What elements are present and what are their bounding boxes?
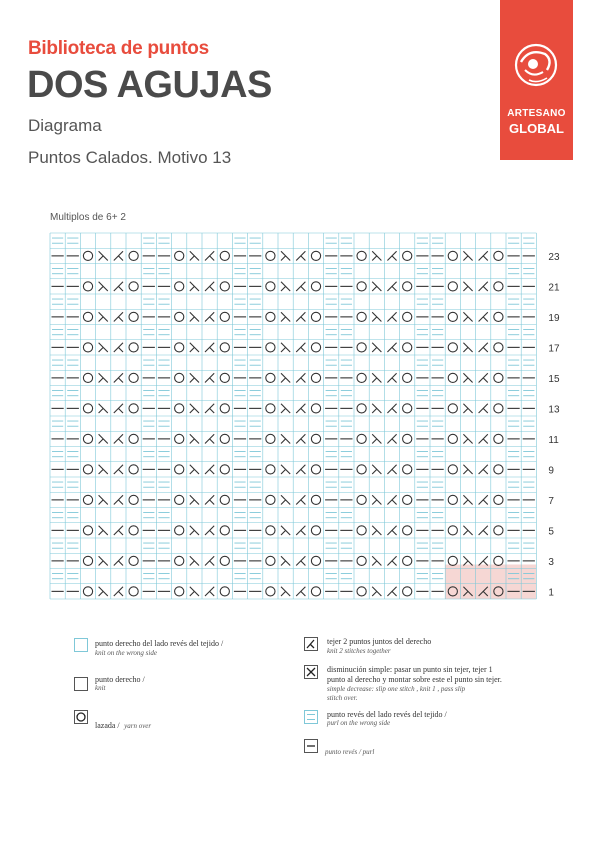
yarn-over-stitch	[403, 312, 412, 321]
yarn-over-stitch	[403, 251, 412, 260]
yarn-over-stitch	[494, 404, 503, 413]
ssk-stitch	[281, 587, 290, 596]
yarn-over-stitch	[129, 434, 138, 443]
yarn-over-stitch	[448, 495, 457, 504]
yarn-over-icon	[74, 710, 88, 724]
yarn-over-stitch	[175, 373, 184, 382]
ssk-stitch	[372, 526, 381, 535]
yarn-over-stitch	[403, 465, 412, 474]
k2tog-stitch	[205, 282, 214, 291]
yarn-over-stitch	[448, 343, 457, 352]
k2tog-stitch	[296, 526, 305, 535]
k2tog-stitch	[387, 312, 396, 321]
yarn-over-stitch	[83, 465, 92, 474]
yarn-over-stitch	[129, 312, 138, 321]
yarn-over-stitch	[311, 312, 320, 321]
yarn-over-stitch	[448, 434, 457, 443]
yarn-over-stitch	[357, 526, 366, 535]
yarn-over-stitch	[129, 251, 138, 260]
ssk-stitch	[99, 587, 108, 596]
k2tog-stitch	[114, 587, 123, 596]
k2tog-stitch	[205, 343, 214, 352]
yarn-over-stitch	[357, 434, 366, 443]
row-number: 13	[548, 404, 560, 416]
legend-main: disminución simple: pasar un punto sin tejer, tejer 1	[327, 665, 493, 674]
ssk-stitch	[190, 404, 199, 413]
ssk-stitch	[99, 556, 108, 565]
k2tog-stitch	[479, 373, 488, 382]
yarn-over-stitch	[357, 343, 366, 352]
yarn-over-stitch	[403, 282, 412, 291]
yarn-over-stitch	[494, 526, 503, 535]
k2tog-stitch	[296, 587, 305, 596]
row-number: 15	[548, 373, 560, 385]
ssk-stitch	[190, 251, 199, 260]
yarn-over-stitch	[311, 373, 320, 382]
legend-sub: purl on the wrong side	[327, 719, 391, 727]
k2tog-stitch	[114, 251, 123, 260]
ssk-stitch	[463, 312, 472, 321]
legend-sub-2: stitch over.	[327, 694, 358, 702]
yarn-over-stitch	[357, 251, 366, 260]
ssk-stitch	[463, 556, 472, 565]
ssk-stitch	[190, 495, 199, 504]
k2tog-stitch	[205, 404, 214, 413]
ssk-stitch	[372, 282, 381, 291]
row-number: 7	[548, 495, 554, 507]
ssk-stitch	[99, 495, 108, 504]
yarn-over-stitch	[494, 465, 503, 474]
yarn-over-stitch	[83, 312, 92, 321]
yarn-over-stitch	[220, 282, 229, 291]
ssk-stitch	[281, 312, 290, 321]
yarn-over-stitch	[403, 404, 412, 413]
yarn-over-stitch	[403, 343, 412, 352]
yarn-over-stitch	[266, 587, 275, 596]
k2tog-stitch	[387, 434, 396, 443]
k2tog-stitch	[114, 465, 123, 474]
yarn-over-stitch	[357, 556, 366, 565]
subtitle-diagram: Diagrama	[28, 116, 102, 135]
k2tog-stitch	[114, 312, 123, 321]
yarn-over-stitch	[83, 434, 92, 443]
yarn-over-stitch	[266, 251, 275, 260]
yarn-over-stitch	[311, 282, 320, 291]
yarn-over-stitch	[403, 587, 412, 596]
k2tog-stitch	[387, 526, 396, 535]
k2tog-stitch	[205, 587, 214, 596]
ssk-stitch	[372, 434, 381, 443]
row-number: 21	[548, 282, 560, 294]
yarn-over-stitch	[494, 282, 503, 291]
yarn-over-stitch	[220, 526, 229, 535]
ssk-stitch	[281, 282, 290, 291]
yarn-over-stitch	[448, 251, 457, 260]
ssk-stitch	[190, 343, 199, 352]
ssk-stitch	[190, 526, 199, 535]
yarn-over-stitch	[129, 343, 138, 352]
ssk-stitch	[463, 465, 472, 474]
k2tog-stitch	[296, 434, 305, 443]
legend-line	[95, 715, 151, 733]
k2tog-stitch	[205, 495, 214, 504]
row-number: 11	[548, 434, 559, 446]
yarn-over-stitch	[175, 404, 184, 413]
yarn-over-stitch	[175, 556, 184, 565]
k2tog-stitch	[296, 495, 305, 504]
k2tog-stitch	[296, 556, 305, 565]
yarn-over-stitch	[311, 556, 320, 565]
ssk-stitch	[372, 343, 381, 352]
row-number: 1	[548, 587, 554, 599]
k2tog-stitch	[114, 526, 123, 535]
purl-icon	[304, 739, 318, 753]
yarn-over-stitch	[494, 373, 503, 382]
ssk-stitch	[190, 465, 199, 474]
yarn-over-stitch	[83, 282, 92, 291]
k2tog-stitch	[114, 434, 123, 443]
ssk-stitch	[99, 404, 108, 413]
yarn-over-stitch	[129, 465, 138, 474]
yarn-over-stitch	[266, 495, 275, 504]
row-number: 19	[548, 312, 560, 324]
yarn-over-stitch	[175, 495, 184, 504]
yarn-over-stitch	[448, 465, 457, 474]
yarn-over-stitch	[83, 251, 92, 260]
k2tog-stitch	[296, 404, 305, 413]
yarn-over-stitch	[311, 251, 320, 260]
ssk-stitch	[99, 251, 108, 260]
k2tog-stitch	[479, 343, 488, 352]
ssk-stitch	[99, 434, 108, 443]
ssk-stitch	[281, 495, 290, 504]
yarn-over-stitch	[83, 556, 92, 565]
subtitle-motif: Puntos Calados. Motivo 13	[28, 148, 232, 167]
ssk-stitch	[372, 373, 381, 382]
k2tog-stitch	[205, 312, 214, 321]
ssk-stitch	[99, 343, 108, 352]
k2tog-stitch	[296, 343, 305, 352]
yarn-over-stitch	[403, 373, 412, 382]
ssk-stitch	[281, 556, 290, 565]
yarn-over-stitch	[175, 434, 184, 443]
yarn-over-stitch	[266, 343, 275, 352]
yarn-over-stitch	[448, 312, 457, 321]
legend-main: punto revés / purl	[325, 748, 375, 756]
k2tog-stitch	[479, 312, 488, 321]
logo-line1: ARTESANO	[507, 108, 566, 119]
yarn-over-stitch	[220, 587, 229, 596]
ssk-stitch	[372, 587, 381, 596]
yarn-over-stitch	[403, 495, 412, 504]
ssk-stitch	[463, 343, 472, 352]
yarn-over-stitch	[175, 587, 184, 596]
k2tog-stitch	[205, 526, 214, 535]
yarn-over-stitch	[357, 465, 366, 474]
yarn-over-stitch	[448, 404, 457, 413]
yarn-over-stitch	[220, 312, 229, 321]
yarn-over-stitch	[357, 312, 366, 321]
legend-sub: knit on the wrong side	[95, 649, 157, 657]
yarn-over-stitch	[83, 404, 92, 413]
k2tog-icon	[304, 637, 318, 651]
yarn-over-stitch	[494, 312, 503, 321]
ssk-stitch	[463, 404, 472, 413]
legend-main: punto derecho /	[95, 675, 145, 684]
k2tog-stitch	[387, 373, 396, 382]
yarn-over-stitch	[175, 343, 184, 352]
k2tog-stitch	[387, 282, 396, 291]
ssk-stitch	[281, 404, 290, 413]
k2tog-stitch	[205, 251, 214, 260]
yarn-over-stitch	[220, 556, 229, 565]
ssk-stitch	[463, 373, 472, 382]
ssk-stitch	[372, 465, 381, 474]
ssk-stitch	[372, 556, 381, 565]
k2tog-stitch	[296, 282, 305, 291]
yarn-over-stitch	[175, 251, 184, 260]
yarn-over-stitch	[83, 495, 92, 504]
legend-sub: knit 2 stitches together	[327, 647, 391, 655]
row-number: 17	[548, 343, 560, 355]
k2tog-stitch	[387, 404, 396, 413]
ssk-stitch	[281, 251, 290, 260]
yarn-over-stitch	[403, 526, 412, 535]
k2tog-stitch	[205, 434, 214, 443]
yarn-over-stitch	[220, 404, 229, 413]
yarn-over-stitch	[220, 251, 229, 260]
k2tog-stitch	[205, 465, 214, 474]
legend-main: punto derecho del lado revés del tejido /	[95, 639, 224, 648]
yarn-over-stitch	[448, 373, 457, 382]
yarn-over-stitch	[129, 404, 138, 413]
yarn-over-stitch	[494, 434, 503, 443]
ssk-stitch	[463, 251, 472, 260]
ssk-stitch	[99, 282, 108, 291]
k2tog-stitch	[387, 495, 396, 504]
yarn-over-stitch	[266, 404, 275, 413]
k2tog-stitch	[479, 495, 488, 504]
yarn-over-stitch	[129, 587, 138, 596]
ssk-stitch	[372, 251, 381, 260]
yarn-over-stitch	[448, 282, 457, 291]
yarn-over-stitch	[83, 526, 92, 535]
yarn-over-stitch	[266, 556, 275, 565]
yarn-over-stitch	[357, 282, 366, 291]
knit-icon	[74, 677, 88, 691]
yarn-over-stitch	[357, 587, 366, 596]
ssk-stitch	[190, 373, 199, 382]
k2tog-stitch	[479, 526, 488, 535]
ssk-stitch	[190, 282, 199, 291]
yarn-over-stitch	[266, 434, 275, 443]
ssk-stitch	[372, 404, 381, 413]
row-number: 9	[548, 465, 554, 477]
yarn-over-stitch	[220, 434, 229, 443]
yarn-over-stitch	[266, 373, 275, 382]
ssk-stitch	[281, 434, 290, 443]
k2tog-stitch	[205, 556, 214, 565]
ssk-stitch	[281, 373, 290, 382]
logo-line2: GLOBAL	[509, 121, 564, 136]
k2tog-stitch	[205, 373, 214, 382]
k2tog-stitch	[387, 556, 396, 565]
k2tog-stitch	[479, 251, 488, 260]
yarn-over-stitch	[220, 343, 229, 352]
yarn-over-stitch	[266, 282, 275, 291]
yarn-over-stitch	[311, 465, 320, 474]
row-number: 3	[548, 556, 554, 568]
yarn-over-stitch	[220, 373, 229, 382]
k2tog-stitch	[387, 587, 396, 596]
yarn-over-stitch	[129, 373, 138, 382]
k2tog-stitch	[479, 556, 488, 565]
yarn-over-stitch	[448, 556, 457, 565]
yarn-over-stitch	[494, 343, 503, 352]
yarn-over-stitch	[494, 495, 503, 504]
ssk-stitch	[463, 495, 472, 504]
legend-main-2: punto al derecho y montar sobre este el punto sin tejer.	[327, 675, 502, 684]
yarn-over-stitch	[311, 495, 320, 504]
yarn-over-stitch	[83, 587, 92, 596]
k2tog-stitch	[479, 404, 488, 413]
k2tog-stitch	[387, 343, 396, 352]
legend-sub: yarn over	[124, 722, 152, 730]
yarn-over-stitch	[311, 434, 320, 443]
legend-main: lazada /	[95, 721, 120, 730]
yarn-over-stitch	[175, 282, 184, 291]
ssk-stitch	[463, 526, 472, 535]
k2tog-stitch	[114, 373, 123, 382]
yarn-over-stitch	[357, 373, 366, 382]
k2tog-stitch	[114, 282, 123, 291]
ssk-stitch	[99, 465, 108, 474]
page-title: DOS AGUJAS	[27, 64, 272, 106]
yarn-over-stitch	[311, 343, 320, 352]
ssk-stitch	[190, 587, 199, 596]
yarn-over-stitch	[266, 526, 275, 535]
legend-sub: simple decrease: slip one stitch , knit 1 , pass slip	[327, 685, 466, 693]
yarn-over-stitch	[129, 526, 138, 535]
k2tog-stitch	[296, 312, 305, 321]
yarn-over-stitch	[403, 556, 412, 565]
row-number: 5	[548, 526, 554, 538]
ssk-stitch	[463, 434, 472, 443]
yarn-over-stitch	[357, 404, 366, 413]
yarn-over-stitch	[403, 434, 412, 443]
legend-main: tejer 2 puntos juntos del derecho	[327, 637, 432, 646]
multiples-label: Multiplos de 6+ 2	[50, 212, 126, 223]
ssk-stitch	[190, 434, 199, 443]
yarn-over-stitch	[175, 465, 184, 474]
k2tog-stitch	[114, 556, 123, 565]
yarn-over-stitch	[220, 495, 229, 504]
yarn-over-stitch	[83, 343, 92, 352]
yarn-over-stitch	[83, 373, 92, 382]
k2tog-stitch	[114, 343, 123, 352]
yarn-over-stitch	[220, 465, 229, 474]
k2tog-stitch	[114, 404, 123, 413]
k2tog-stitch	[479, 434, 488, 443]
ssk-stitch	[372, 312, 381, 321]
ssk-stitch	[99, 526, 108, 535]
yarn-over-stitch	[448, 526, 457, 535]
yarn-over-stitch	[266, 465, 275, 474]
ssk-stitch	[99, 312, 108, 321]
yarn-over-stitch	[494, 251, 503, 260]
k2tog-stitch	[296, 465, 305, 474]
legend-sub: knit	[95, 684, 106, 692]
yarn-over-stitch	[175, 312, 184, 321]
k2tog-stitch	[387, 465, 396, 474]
yarn-over-stitch	[266, 312, 275, 321]
k2tog-stitch	[479, 465, 488, 474]
ssk-stitch	[190, 556, 199, 565]
yarn-over-stitch	[175, 526, 184, 535]
ssk-stitch	[372, 495, 381, 504]
purl-wrong-side-icon	[304, 710, 318, 724]
k2tog-stitch	[296, 251, 305, 260]
yarn-over-stitch	[129, 495, 138, 504]
legend-main: punto revés del lado revés del tejido /	[327, 710, 447, 719]
k2tog-stitch	[387, 251, 396, 260]
k2tog-stitch	[114, 495, 123, 504]
knit-wrong-side-icon	[74, 638, 88, 652]
ssk-stitch	[190, 312, 199, 321]
yarn-over-stitch	[494, 556, 503, 565]
yarn-over-stitch	[129, 556, 138, 565]
ssk-stitch	[281, 526, 290, 535]
yarn-over-stitch	[311, 587, 320, 596]
k2tog-stitch	[296, 373, 305, 382]
row-number: 23	[548, 251, 560, 263]
k2tog-stitch	[479, 282, 488, 291]
ssk-stitch	[281, 465, 290, 474]
yarn-over-stitch	[357, 495, 366, 504]
ssk-stitch	[281, 343, 290, 352]
ssk-icon	[304, 665, 318, 679]
yarn-over-stitch	[311, 404, 320, 413]
brand-lead: Biblioteca de puntos	[28, 38, 209, 59]
ssk-stitch	[463, 282, 472, 291]
ssk-stitch	[99, 373, 108, 382]
yarn-over-stitch	[311, 526, 320, 535]
yarn-over-stitch	[129, 282, 138, 291]
